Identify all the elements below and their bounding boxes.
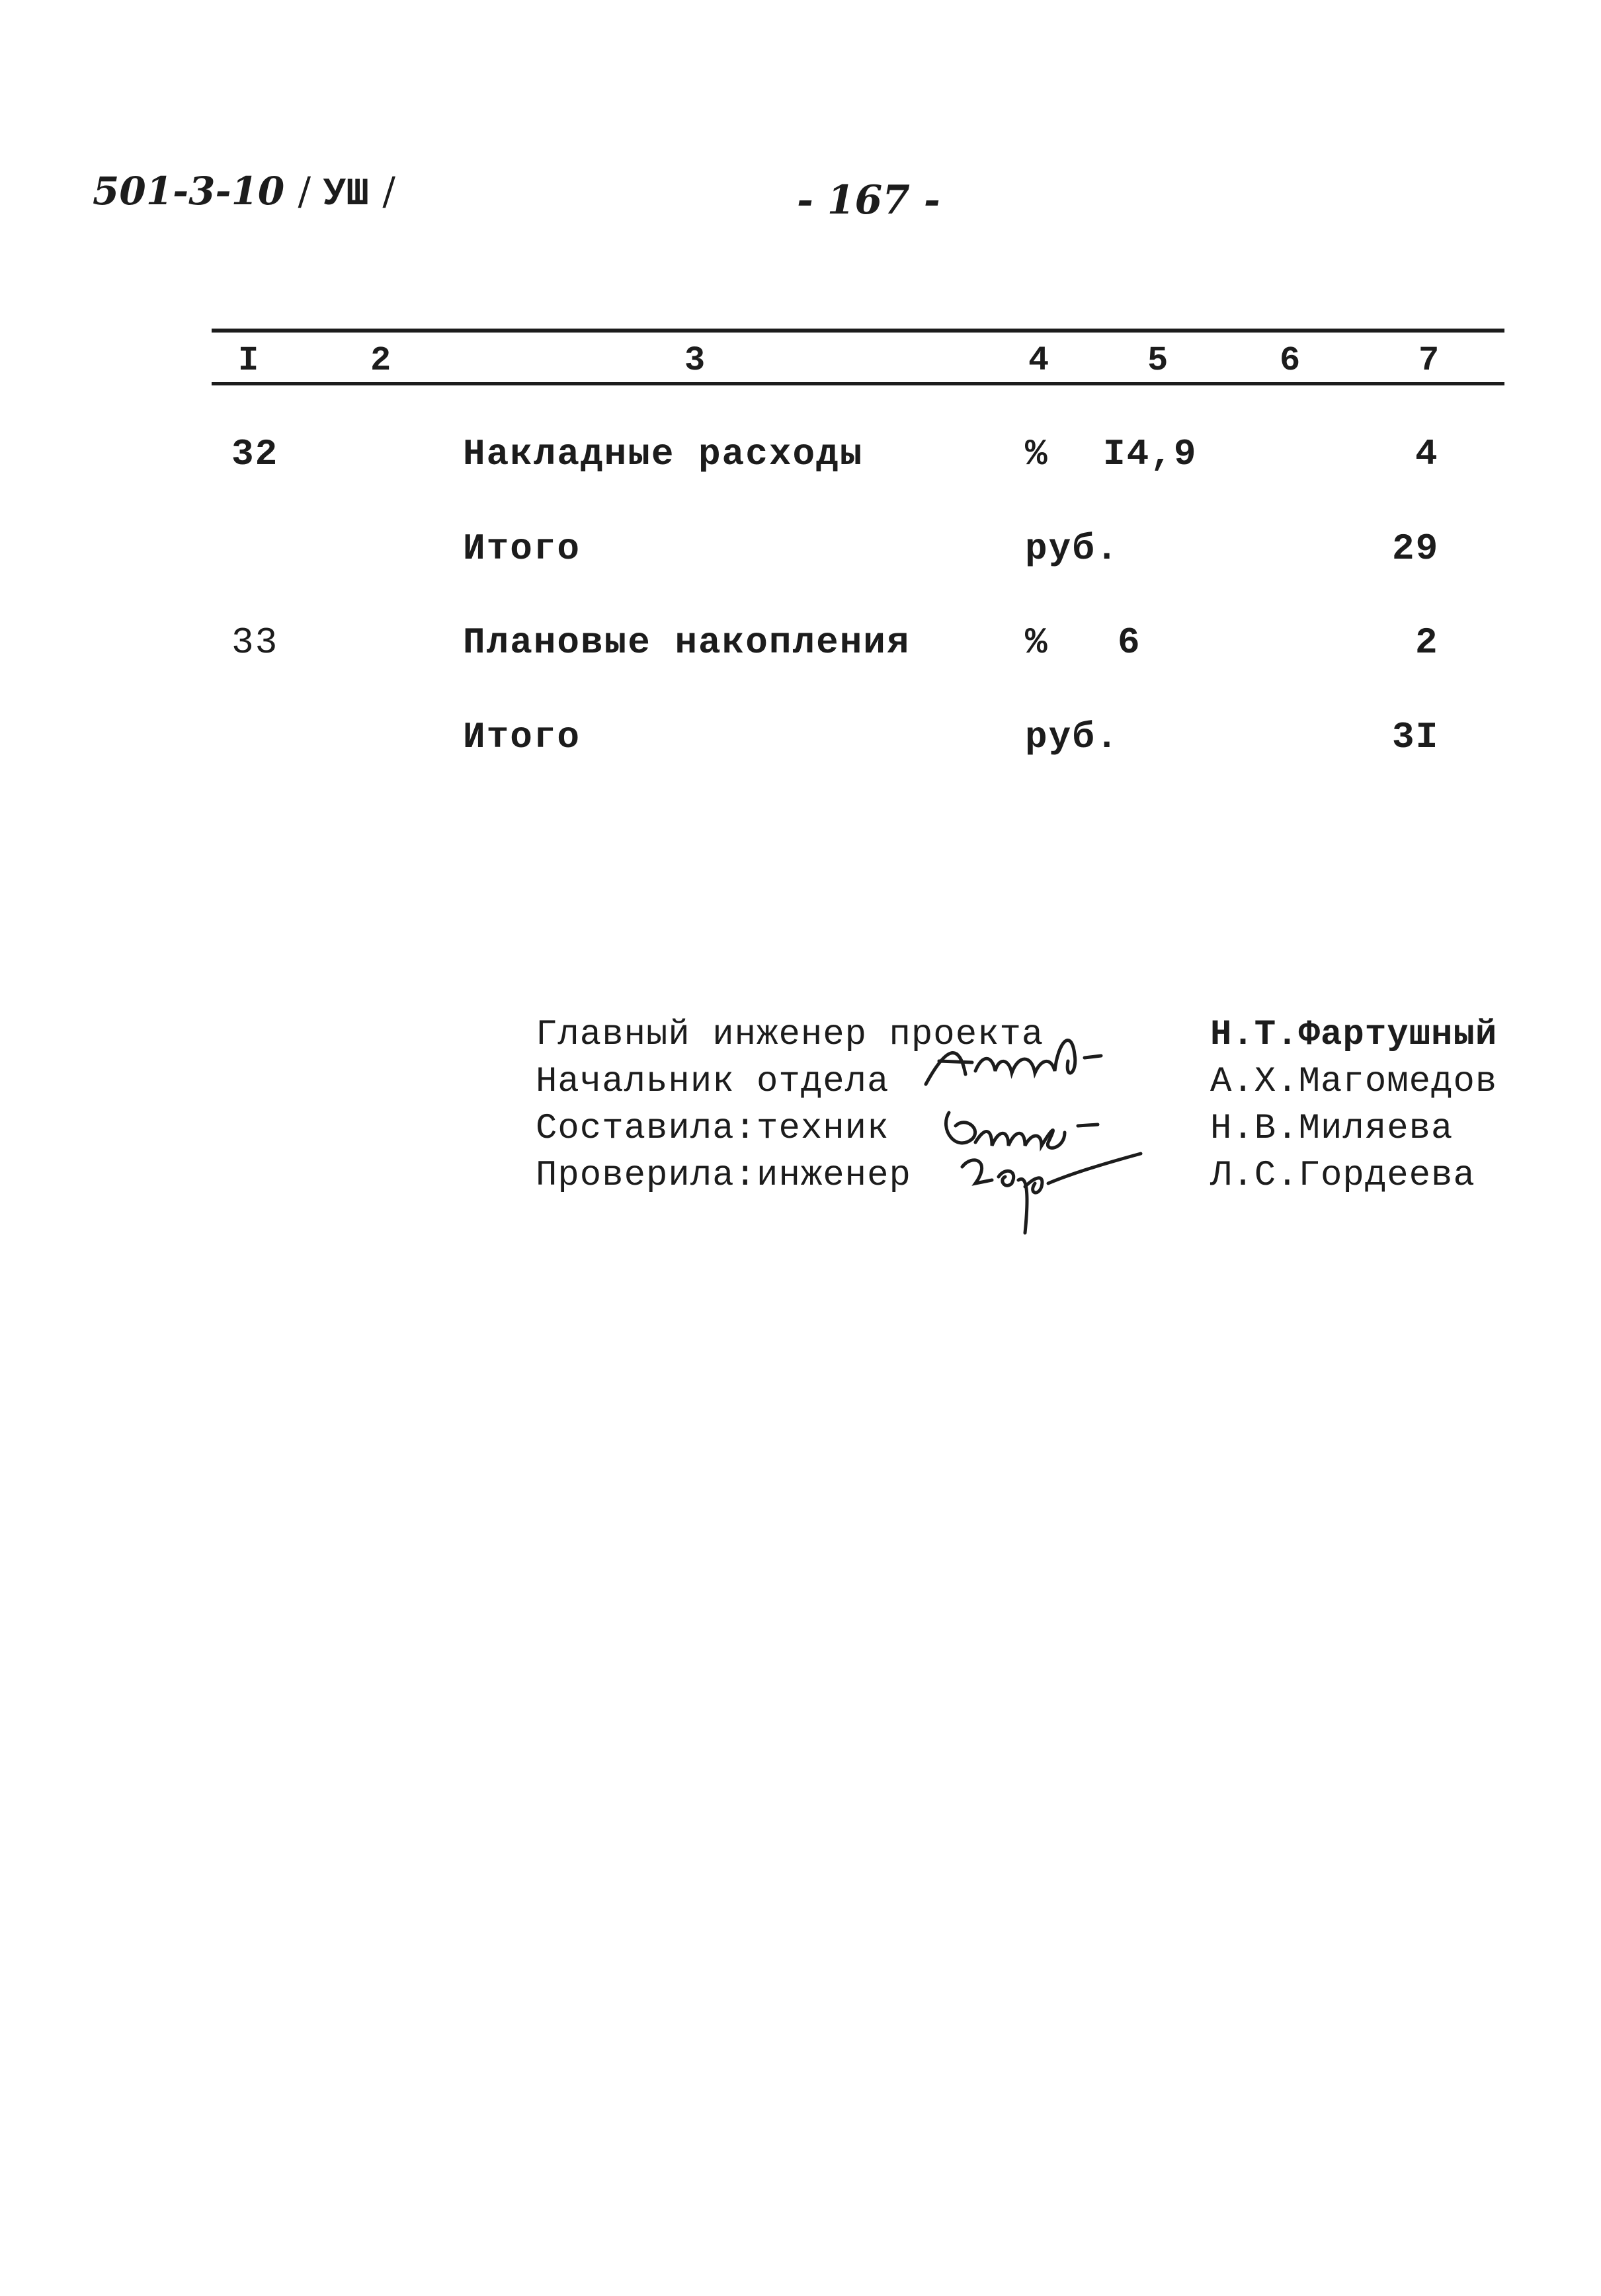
row-total: 29 xyxy=(1392,528,1440,570)
col-header-1: I xyxy=(238,341,259,380)
row-number: 32 xyxy=(231,433,279,475)
row-name: Итого xyxy=(463,528,581,570)
col-header-5: 5 xyxy=(1147,341,1169,380)
row-rate: I4,9 xyxy=(1103,433,1198,475)
table-row xyxy=(0,621,1601,668)
col-header-2: 2 xyxy=(370,341,391,380)
signature-role: Главный инженер проекта xyxy=(536,1015,1044,1055)
signature-name: Л.С.Гордеева xyxy=(1210,1156,1475,1196)
table-row xyxy=(0,528,1601,574)
table-top-rule xyxy=(212,329,1504,333)
table-header-rule xyxy=(212,382,1504,385)
row-unit: руб. xyxy=(1025,716,1120,758)
row-unit: % xyxy=(1025,621,1049,664)
row-unit: % xyxy=(1025,433,1049,475)
row-unit: руб. xyxy=(1025,528,1120,570)
page-number: - 167 - xyxy=(797,177,940,223)
col-header-3: 3 xyxy=(684,341,706,380)
signature-name: А.Х.Магомедов xyxy=(1210,1062,1498,1102)
doc-code: 501-3-10 / УШ / xyxy=(93,169,395,216)
table-row xyxy=(0,433,1601,479)
row-total: 2 xyxy=(1415,621,1439,664)
row-name: Итого xyxy=(463,716,581,758)
row-name: Плановые накопления xyxy=(463,621,911,664)
col-header-6: 6 xyxy=(1280,341,1301,380)
row-rate: 6 xyxy=(1118,621,1141,664)
row-total: 4 xyxy=(1415,433,1439,475)
signature-role: Начальник отдела xyxy=(536,1062,889,1102)
col-header-4: 4 xyxy=(1028,341,1049,380)
row-total: 3I xyxy=(1392,716,1440,758)
doc-code-number: 501-3-10 xyxy=(93,169,285,214)
doc-part: УШ xyxy=(323,173,370,216)
handwritten-signature-1 xyxy=(919,1021,1131,1094)
signature-role: Проверила:инженер xyxy=(536,1156,911,1196)
signature-name: Н.Т.Фартушный xyxy=(1210,1015,1498,1055)
handwritten-signature-3 xyxy=(952,1147,1151,1240)
col-header-7: 7 xyxy=(1418,341,1440,380)
signature-name: Н.В.Миляева xyxy=(1210,1109,1454,1149)
row-number: 33 xyxy=(231,621,279,664)
row-name: Накладные расходы xyxy=(463,433,864,475)
signature-role: Составила:техник xyxy=(536,1109,889,1149)
table-row xyxy=(0,716,1601,762)
